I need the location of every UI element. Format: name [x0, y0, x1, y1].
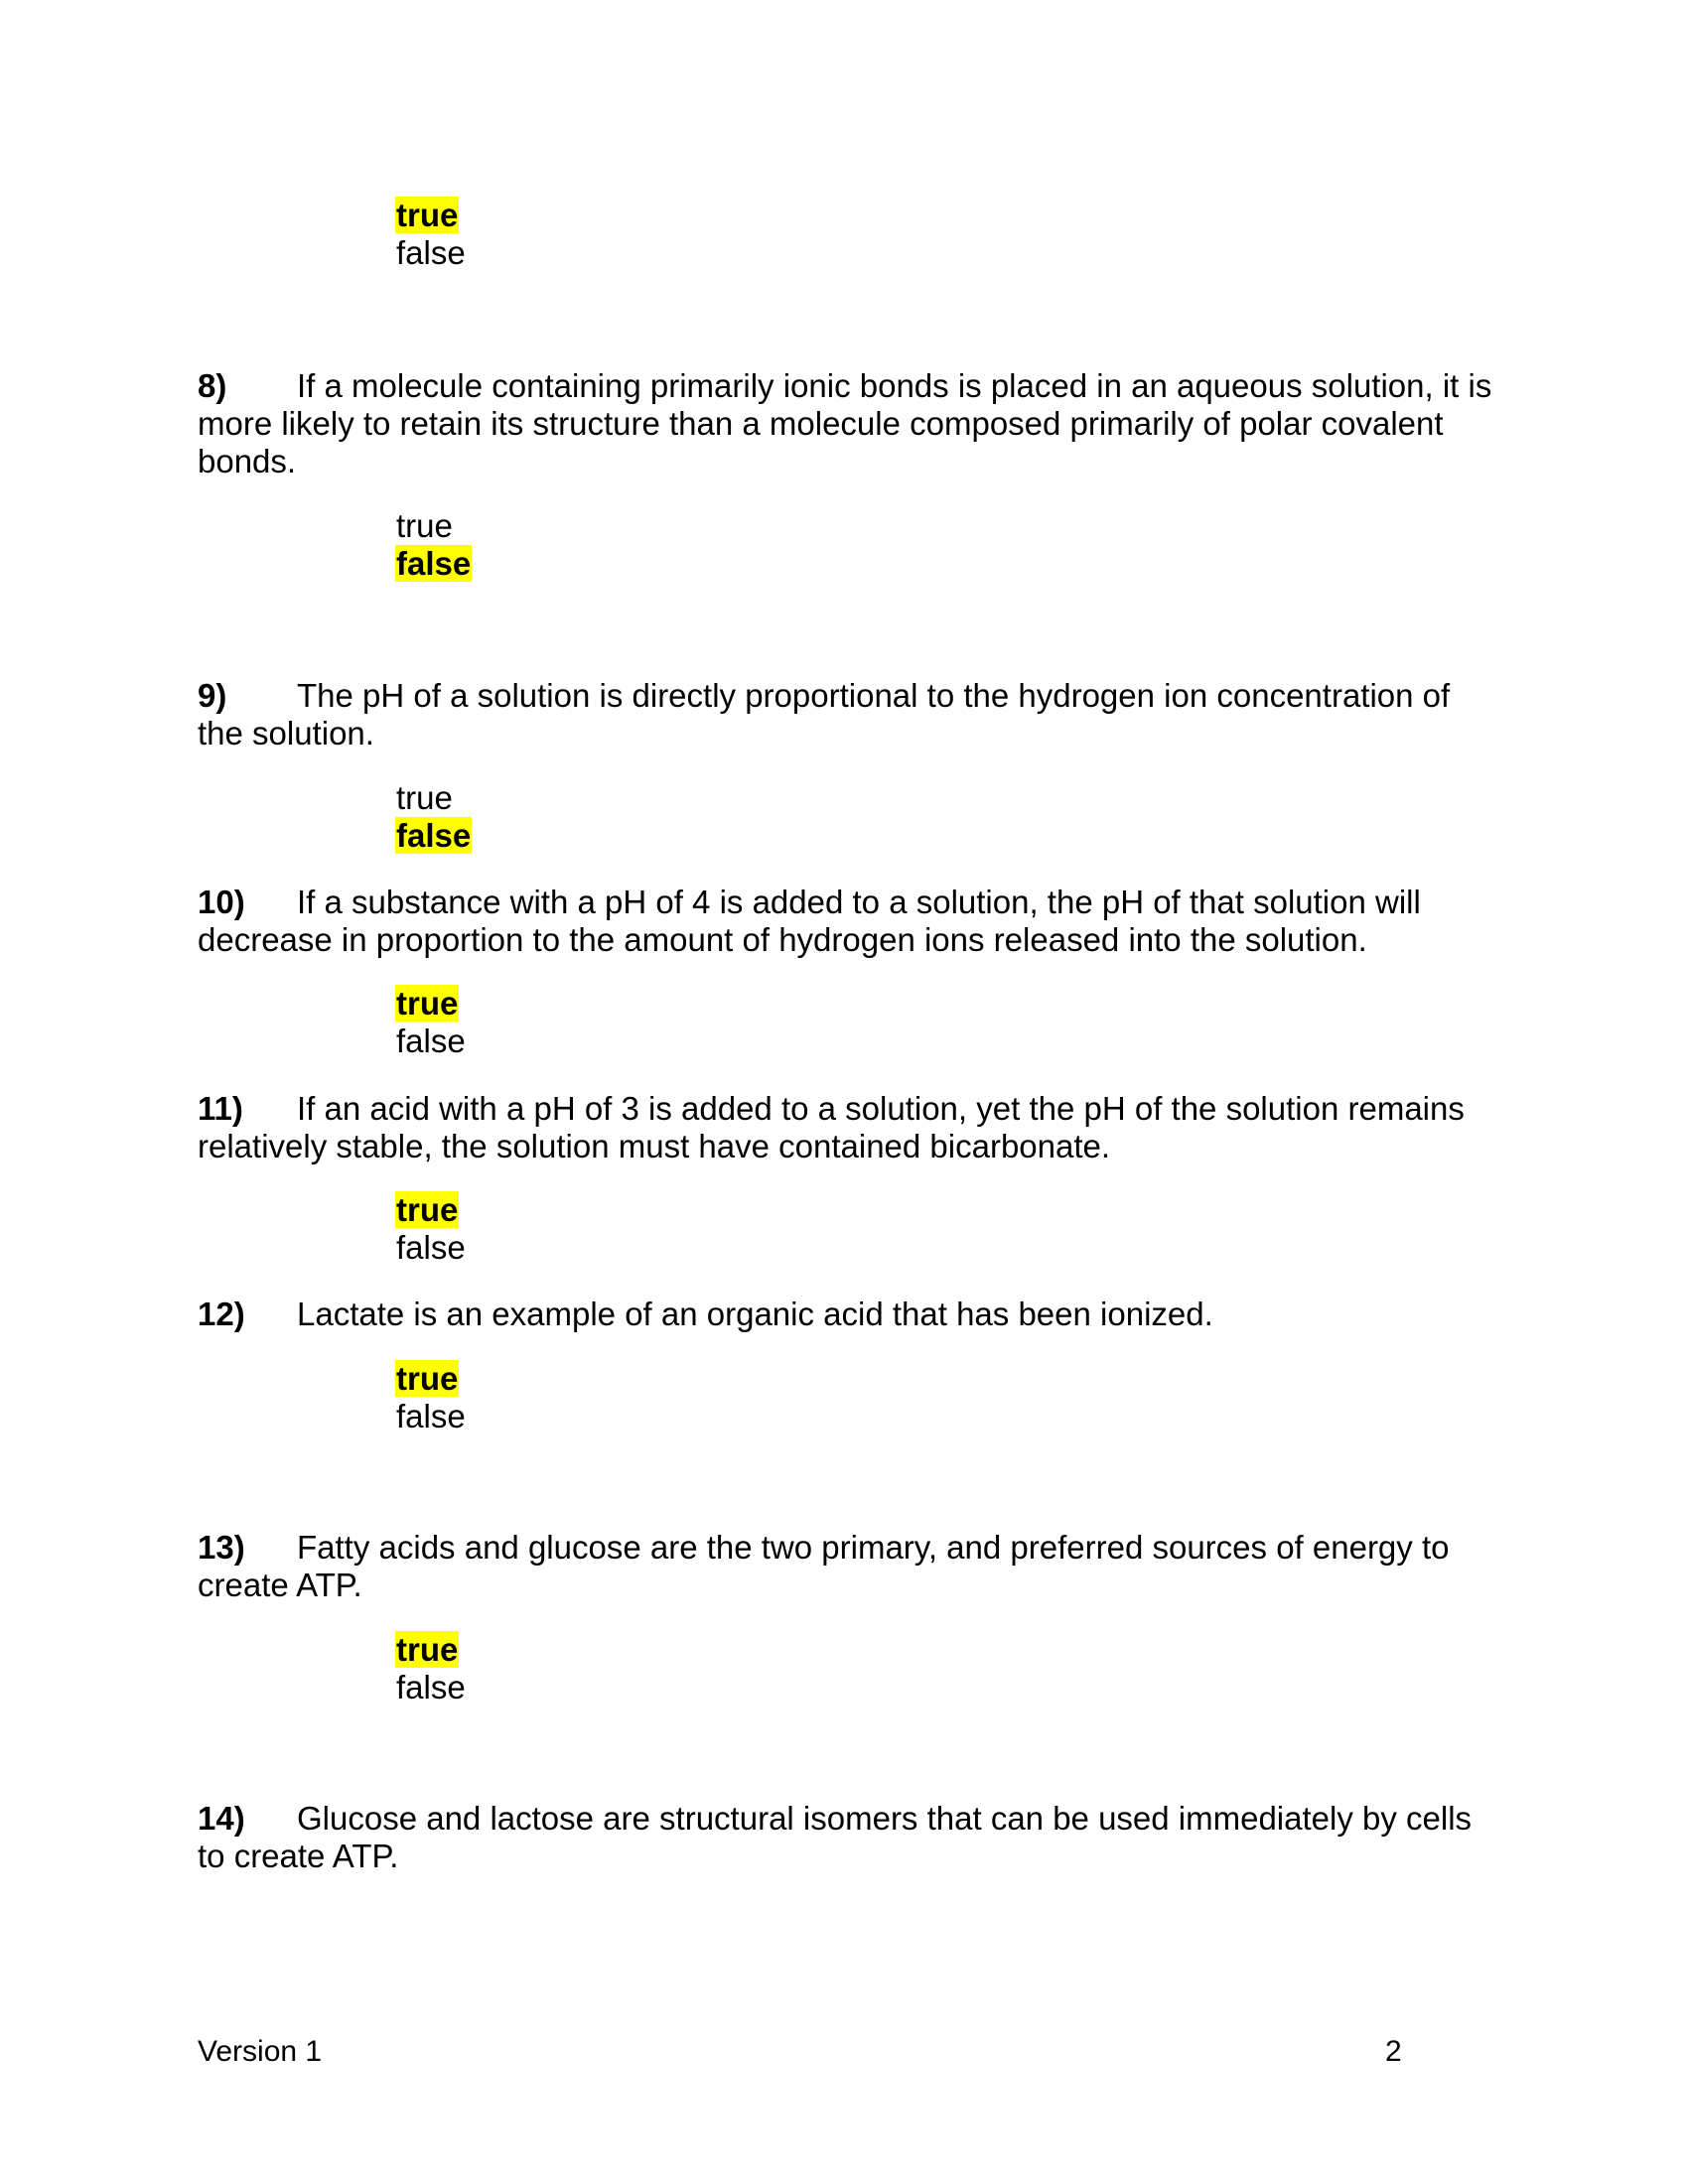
question-number: 11): [198, 1090, 243, 1127]
q10-option-true[interactable]: true: [396, 985, 459, 1022]
question-text: If an acid with a pH of 3 is added to a solution, yet the pH of the solution remains relatively stable, the solution must have contained bicarbonate.: [198, 1090, 1465, 1164]
question-number: 9): [198, 677, 227, 714]
question-14: [198, 1800, 1498, 1875]
q10-option-false[interactable]: false: [396, 1023, 466, 1059]
question-text: Glucose and lactose are structural isomers that can be used immediately by cells to create ATP.: [198, 1800, 1473, 1874]
question-13: [198, 1529, 1498, 1604]
q7-options: [395, 197, 467, 272]
question-11: [198, 1090, 1498, 1165]
question-number: 12): [198, 1296, 245, 1332]
q12-options: [395, 1360, 467, 1435]
question-8: [198, 367, 1498, 480]
q13-option-true[interactable]: true: [396, 1631, 459, 1668]
q8-option-false[interactable]: false: [396, 545, 472, 582]
question-12: [198, 1296, 1498, 1333]
q13-options: [395, 1631, 467, 1706]
q10-options: [395, 985, 467, 1060]
q8-options: [395, 507, 472, 583]
question-number: 13): [198, 1529, 245, 1566]
question-10: [198, 884, 1498, 959]
question-9: [198, 677, 1498, 752]
q9-option-true[interactable]: true: [396, 779, 453, 816]
footer-version: Version 1: [198, 2035, 323, 2068]
q11-option-true[interactable]: true: [396, 1191, 459, 1228]
question-text: If a molecule containing primarily ionic bonds is placed in an aqueous solution, it is more likely to retain its structure than a molecule composed primarily of polar covalent bonds.: [198, 367, 1492, 479]
question-number: 8): [198, 367, 227, 404]
q7-option-false[interactable]: false: [396, 234, 466, 271]
question-text: Fatty acids and glucose are the two primary, and preferred sources of energy to create ATP.: [198, 1529, 1450, 1603]
q11-options: [395, 1191, 467, 1267]
question-text: The pH of a solution is directly proportional to the hydrogen ion concentration of the solution.: [198, 677, 1451, 751]
question-text: Lactate is an example of an organic acid that has been ionized.: [297, 1296, 1213, 1332]
question-number: 10): [198, 884, 245, 920]
q12-option-true[interactable]: true: [396, 1360, 459, 1397]
q11-option-false[interactable]: false: [396, 1229, 466, 1266]
q9-option-false[interactable]: false: [396, 817, 472, 854]
question-text: If a substance with a pH of 4 is added to a solution, the pH of that solution will decrease in proportion to the amount of hydrogen ions released into the solution.: [198, 884, 1421, 958]
q9-options: [395, 779, 472, 855]
q13-option-false[interactable]: false: [396, 1669, 466, 1706]
q8-option-true[interactable]: true: [396, 507, 453, 544]
q12-option-false[interactable]: false: [396, 1398, 466, 1434]
footer-page-number: 2: [1385, 2035, 1402, 2068]
q7-option-true[interactable]: true: [396, 197, 459, 233]
question-number: 14): [198, 1800, 245, 1837]
